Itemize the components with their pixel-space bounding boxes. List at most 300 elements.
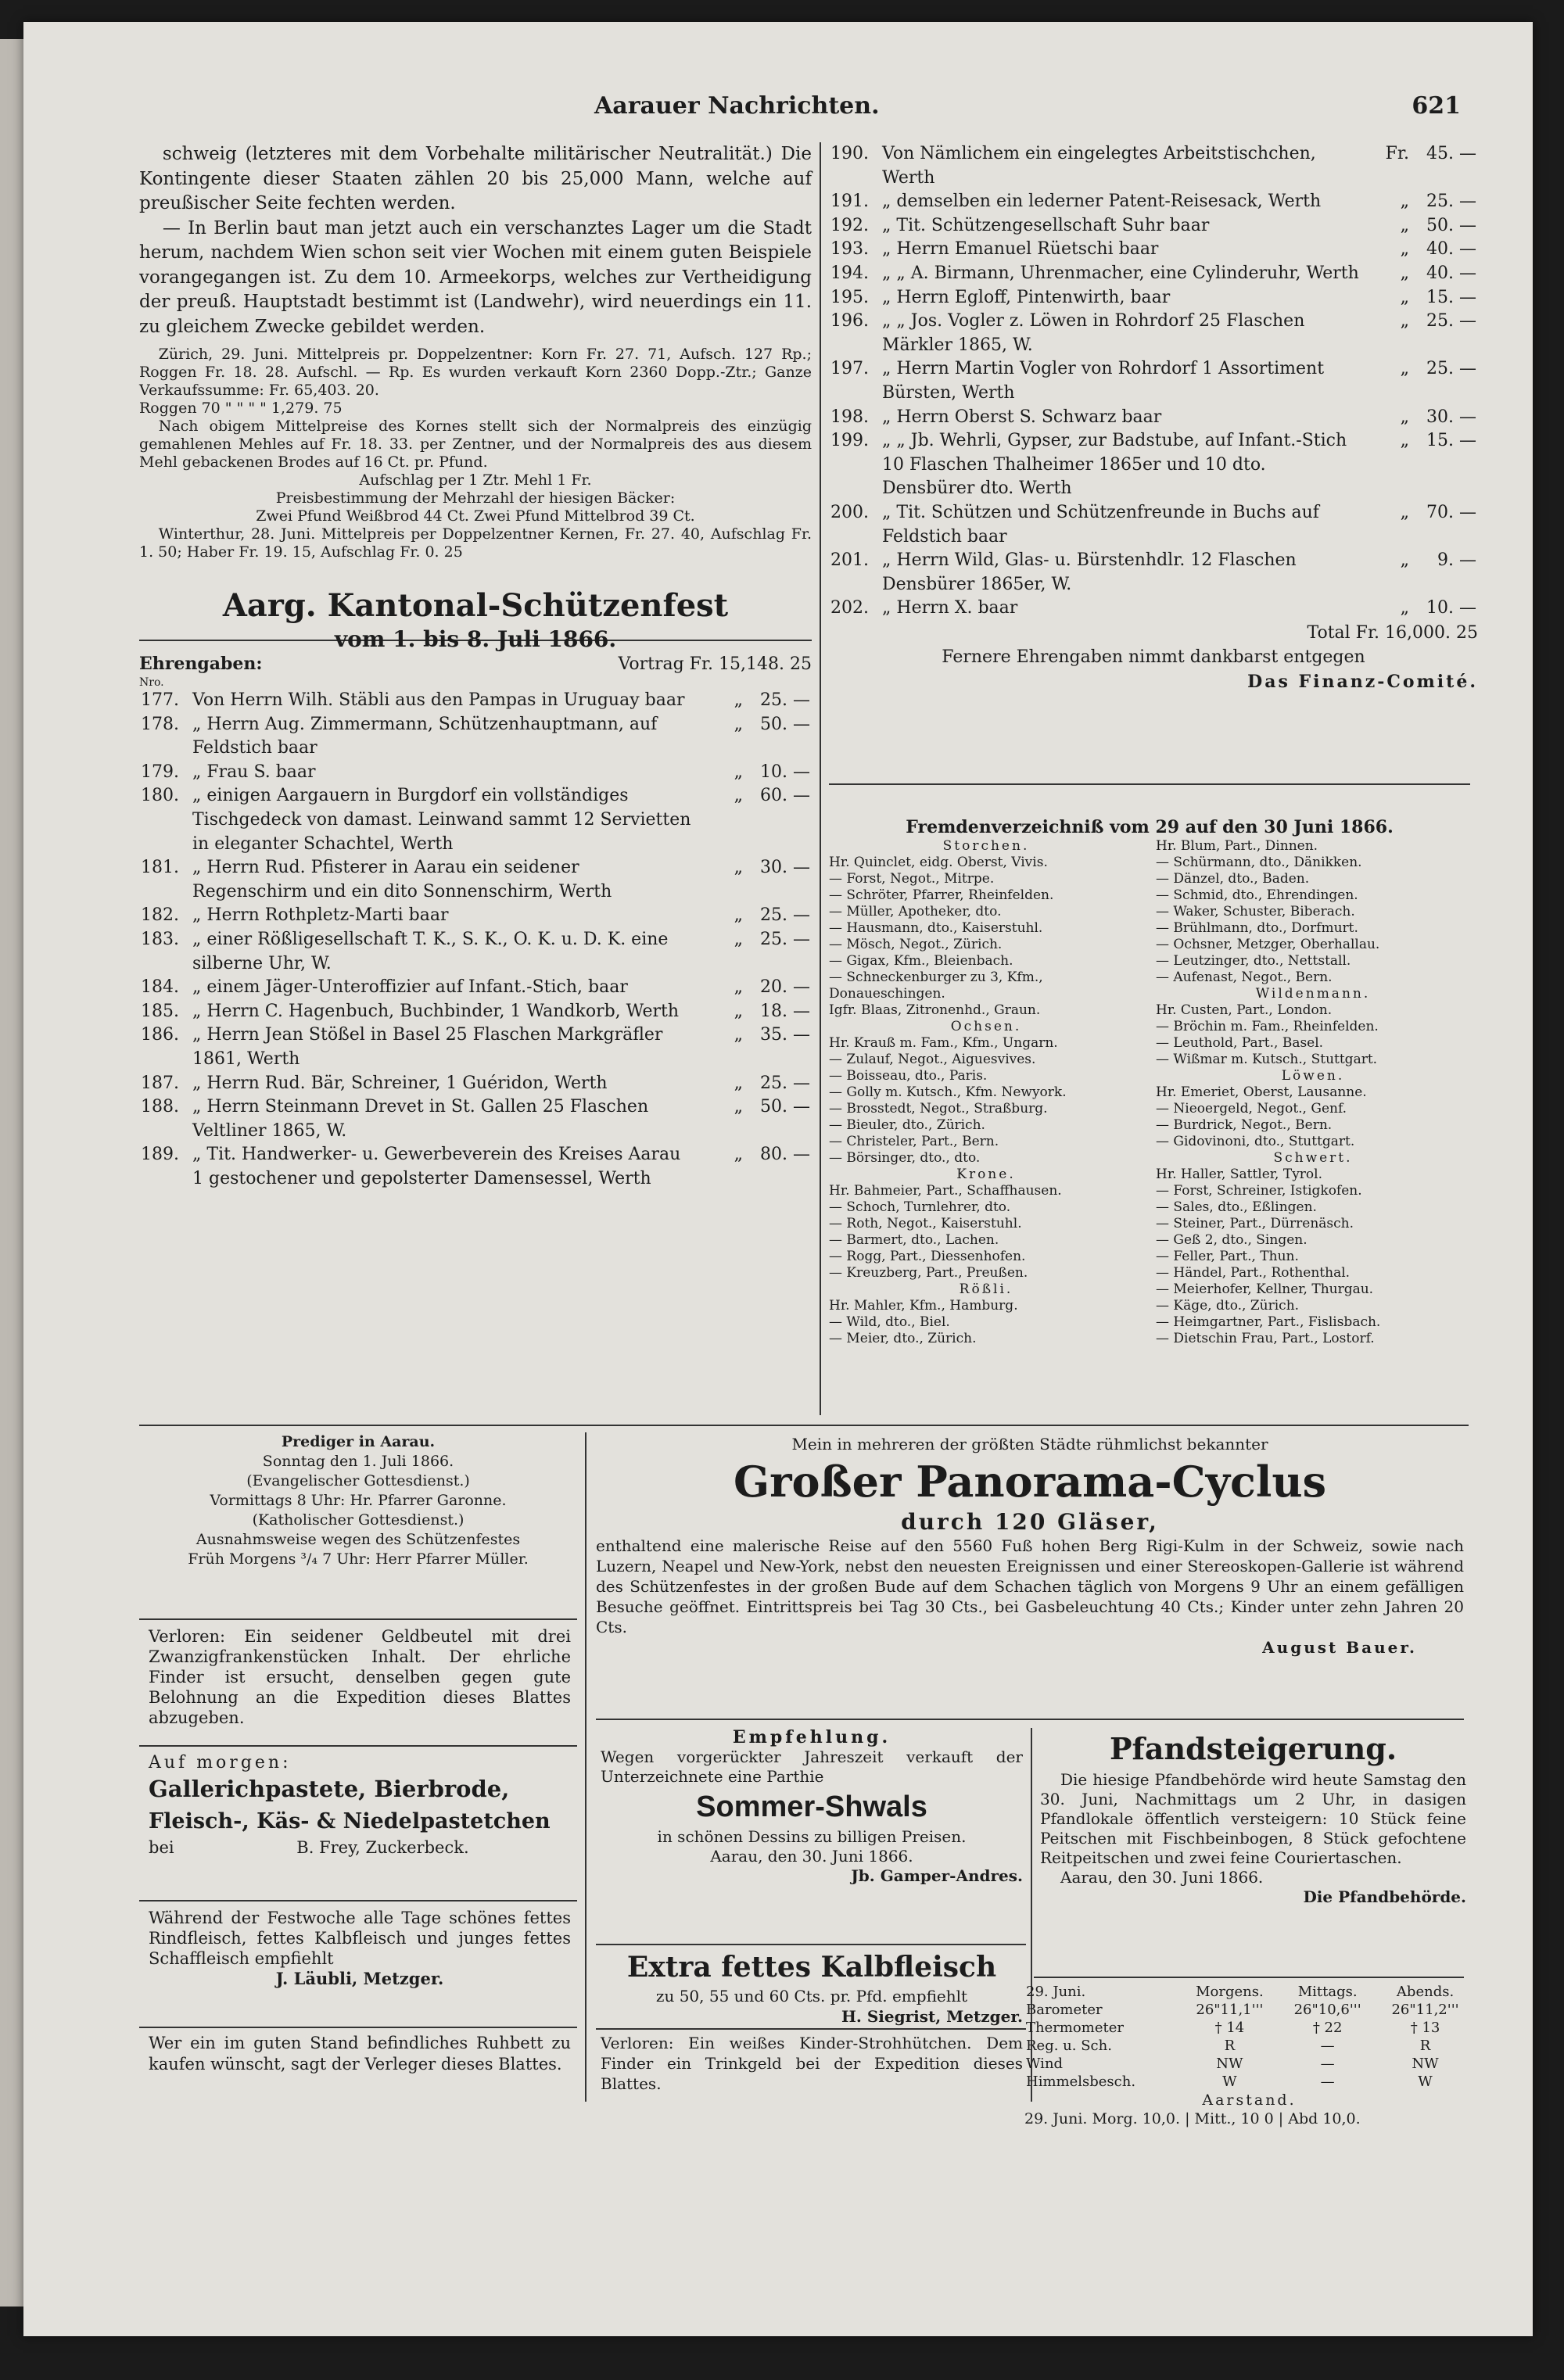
gamper-big: Sommer-Shwals xyxy=(696,1790,927,1823)
guest-entry: — Feller, Part., Thun. xyxy=(1156,1249,1299,1264)
guest-entry: Hr. Emeriet, Oberst, Lausanne. xyxy=(1156,1084,1367,1100)
gift-text: „ „ Jos. Vogler z. Löwen in Rohrdorf 25 Flaschen Märkler 1865, W. xyxy=(882,311,1305,355)
market-winterthur: Winterthur, 28. Juni. Mittelpreis per Doppelzentner Kernen, Fr. 27. 40, Aufschlag Fr. 1. 50; Haber Fr. 19. 15, Aufschlag Fr. 0. 25 xyxy=(139,525,812,561)
guest-entry: — Forst, Schreiner, Istigkofen. xyxy=(1156,1183,1362,1199)
gift-amount: 25. — xyxy=(760,929,810,949)
gift-currency: Fr. xyxy=(1385,144,1409,163)
guest-entry: — Brühlmann, dto., Dorfmurt. xyxy=(1156,920,1358,936)
weather-cell: 26"11,1''' xyxy=(1196,2002,1264,2018)
weather-header-cell: Abends. xyxy=(1396,1984,1455,2000)
panorama-body: enthaltend eine malerische Reise auf den 5560 Fuß hohen Berg Rigi-Kulm in der Schweiz, sowie nach Luzern, Neapel und New-York, nebst den neuesten Ereignissen und einer Stereoskopen-Gallerie ist während des Schützenfestes in der großen Bude auf dem Schachen täglich von Morgens 9 Uhr an einem gefälligen Besuche geöffnet. Eintrittspreis bei Tag 30 Cts., bei Gasbeleuchtung 40 Cts.; Kinder unter zehn Jahren 20 Cts. xyxy=(596,1536,1464,1636)
panorama-title: Großer Panorama-Cyclus xyxy=(733,1457,1327,1507)
gift-currency: „ xyxy=(1400,311,1409,332)
guest-entry: — Roth, Negot., Kaiserstuhl. xyxy=(829,1216,1022,1231)
gift-currency: „ xyxy=(1400,192,1409,212)
gift-text: „ „ Jb. Wehrli, Gypser, zur Badstube, auf Infant.-Stich 10 Flaschen Thalheimer 1865er und 10 dto. Densbürer dto. Werth xyxy=(882,431,1347,499)
guest-entry: — Börsinger, dto., dto. xyxy=(829,1150,981,1166)
weather-header-cell: Morgens. xyxy=(1196,1984,1264,2000)
gift-number: 178. xyxy=(141,714,179,734)
gift-amount: 50. — xyxy=(760,1097,810,1117)
weather-cell: Barometer xyxy=(1026,2002,1103,2018)
gift-amount: 40. — xyxy=(1426,239,1476,260)
gift-text: „ Herrn Rothpletz-Marti baar xyxy=(192,905,449,926)
gift-currency: „ xyxy=(734,762,743,782)
fest-dates: vom 1. bis 8. Juli 1866. xyxy=(334,626,617,652)
gift-number: 181. xyxy=(141,858,179,878)
gift-row xyxy=(829,262,1478,286)
gift-currency: „ xyxy=(1400,550,1409,571)
gamper-ad xyxy=(601,1728,1023,1886)
weather-header-row xyxy=(1024,1983,1474,2001)
gift-text: „ Herrn Oberst S. Schwarz baar xyxy=(882,407,1162,427)
guest-entry: — Leutzinger, dto., Nettstall. xyxy=(1156,953,1351,969)
gift-number: 200. xyxy=(830,502,869,522)
verloren-text: Verloren: Ein seidener Geldbeutel mit drei Zwanzigfrankenstücken Inhalt. Der ehrliche Finder ist ersucht, denselben gegen gute Belohnung an die Expedition dieses Blattes abzugeben. xyxy=(149,1627,571,1727)
weather-cell: Thermometer xyxy=(1026,2020,1124,2036)
gift-number: 180. xyxy=(141,786,179,806)
gift-currency: „ xyxy=(734,1001,743,1021)
gifts-committee: Das Finanz-Comité. xyxy=(1247,671,1478,692)
gamper-head: Empfehlung. xyxy=(732,1727,891,1747)
gift-amount: 18. — xyxy=(760,1001,810,1021)
gift-currency: „ xyxy=(1400,359,1409,379)
gamper-text: Wegen vorgerückter Jahreszeit verkauft der Unterzeichnete eine Parthie xyxy=(601,1747,1023,1786)
gift-currency: „ xyxy=(734,1097,743,1117)
panorama-sub: durch 120 Gläser, xyxy=(901,1509,1159,1535)
gift-text: Von Herrn Wilh. Stäbli aus den Pampas in Uruguay baar xyxy=(192,690,685,710)
gift-text: „ einem Jäger-Unteroffizier auf Infant.-Stich, baar xyxy=(192,977,628,998)
gift-row xyxy=(829,214,1478,238)
panorama-intro: Mein in mehreren der größten Städte rühmlichst bekannter xyxy=(791,1435,1268,1453)
gift-text: „ Tit. Schützengesellschaft Suhr baar xyxy=(882,215,1210,235)
gift-number: 196. xyxy=(830,311,869,332)
gift-currency: „ xyxy=(734,1073,743,1093)
gift-number: 194. xyxy=(830,263,869,283)
section-rule xyxy=(1034,1977,1464,1978)
guest-entry: — Meierhofer, Kellner, Thurgau. xyxy=(1156,1281,1374,1297)
gift-number: 190. xyxy=(830,144,869,163)
guest-entry: — Steiner, Part., Dürrenäsch. xyxy=(1156,1216,1354,1231)
aar-values: 29. Juni. Morg. 10,0. | Mitt., 10 0 | Abd 10,0. xyxy=(1024,2110,1361,2127)
gift-amount: 25. — xyxy=(760,1073,810,1093)
gift-text: „ Tit. Schützen und Schützenfreunde in Buchs auf Feldstich baar xyxy=(882,502,1319,547)
hotel-heading: Löwen. xyxy=(1281,1068,1345,1084)
market-zurich: Zürich, 29. Juni. Mittelpreis pr. Doppelzentner: Korn Fr. 27. 71, Aufsch. 127 Rp.; Roggen Fr. 18. 28. Aufschl. — Rp. Es wurden verkauft Korn 2360 Dopp.-Ztr.; Ganze Verkaufssumme: Fr. 65,403. 20. xyxy=(139,346,812,399)
gift-amount: 45. — xyxy=(1426,144,1476,163)
hotel-heading: Wildenmann. xyxy=(1255,986,1371,1002)
guest-entry: Hr. Krauß m. Fam., Kfm., Ungarn. xyxy=(829,1035,1058,1051)
weather-cell: — xyxy=(1320,2056,1335,2072)
pfand-ad xyxy=(1040,1728,1466,1907)
gift-row xyxy=(139,761,812,785)
gifts-label: Ehrengaben: xyxy=(139,653,263,674)
weather-row xyxy=(1024,2019,1474,2037)
hotel-heading: Ochsen. xyxy=(950,1019,1022,1034)
fremden-title: Fremdenverzeichniß vom 29 auf den 30 Juni 1866. xyxy=(906,817,1394,837)
fremdenverzeichnis xyxy=(829,816,1470,1347)
weather-cell: † 22 xyxy=(1312,2020,1343,2036)
gift-text: „ einer Rößligesellschaft T. K., S. K., O. K. u. D. K. eine silberne Uhr, W. xyxy=(192,929,669,973)
frey-signature: B. Frey, Zuckerbeck. xyxy=(296,1838,469,1857)
prediger-kath-time: Früh Morgens ³/₄ 7 Uhr: Herr Pfarrer Müller. xyxy=(188,1550,529,1568)
gift-number: 188. xyxy=(141,1097,179,1117)
gift-amount: 15. — xyxy=(1426,431,1476,451)
gift-amount: 15. — xyxy=(1426,287,1476,307)
frey-line1: Gallerichpastete, Bierbrode, xyxy=(149,1776,510,1802)
gift-amount: 20. — xyxy=(760,977,810,998)
gifts-carry: Vortrag Fr. 15,148. 25 xyxy=(618,654,812,674)
siegrist-signature: H. Siegrist, Metzger. xyxy=(841,2007,1023,2026)
weather-row xyxy=(1024,2073,1474,2091)
gift-currency: „ xyxy=(1400,263,1409,283)
pfand-title: Pfandsteigerung. xyxy=(1109,1731,1397,1766)
guest-entry: — Dietschin Frau, Part., Lostorf. xyxy=(1156,1331,1375,1346)
guest-entry: — Gidovinoni, dto., Stuttgart. xyxy=(1156,1134,1355,1149)
guest-entry: — Mösch, Negot., Zürich. xyxy=(829,937,1003,952)
gift-row xyxy=(139,904,812,928)
gift-row xyxy=(139,1072,812,1096)
panorama-ad xyxy=(596,1434,1464,1658)
market-roggen: Roggen 70 " " " " 1,279. 75 xyxy=(139,400,343,417)
right-column xyxy=(829,142,1478,694)
news-text: schweig (letzteres mit dem Vorbehalte militärischer Neutralität.) Die Kontingente dieser Staaten zählen 20 bis 25,000 Mann, welche auf preußischer Seite fechten werden. xyxy=(139,144,812,213)
weather-cell: Reg. u. Sch. xyxy=(1026,2038,1112,2054)
gift-amount: 25. — xyxy=(1426,192,1476,212)
column-rule xyxy=(585,1432,586,2102)
gift-amount: 9. — xyxy=(1437,550,1476,571)
laeubli-ad xyxy=(149,1908,571,1989)
fest-title: Aarg. Kantonal-Schützenfest xyxy=(222,587,729,624)
weather-header-cell: 29. Juni. xyxy=(1026,1984,1086,2000)
gift-amount: 80. — xyxy=(760,1145,810,1165)
guest-entry: — Bröchin m. Fam., Rheinfelden. xyxy=(1156,1019,1379,1034)
fremden-left xyxy=(829,838,1143,1347)
gift-number: 197. xyxy=(830,359,869,379)
gift-text: „ demselben ein lederner Patent-Reisesack, Werth xyxy=(882,192,1322,212)
gift-number: 192. xyxy=(830,215,869,235)
weather-cell: W xyxy=(1418,2074,1433,2090)
ruhbett-text: Wer ein im guten Stand befindliches Ruhbett zu kaufen wünscht, sagt der Verleger dieses Blattes. xyxy=(149,2034,571,2074)
gift-text: „ einigen Aargauern in Burgdorf ein vollständiges Tischgedeck von damast. Leinwand sammt 12 Servietten in eleganter Schachtel, Werth xyxy=(192,786,691,854)
guest-entry: Hr. Custen, Part., London. xyxy=(1156,1002,1333,1018)
gift-number: 202. xyxy=(830,598,869,618)
guest-entry: — Dänzel, dto., Baden. xyxy=(1156,871,1310,887)
guest-entry: — Burdrick, Negot., Bern. xyxy=(1156,1117,1333,1133)
page-header xyxy=(594,92,1494,120)
gift-row xyxy=(139,1143,812,1191)
gift-currency: „ xyxy=(734,905,743,926)
gift-text: „ Herrn C. Hagenbuch, Buchbinder, 1 Wandkorb, Werth xyxy=(192,1001,680,1021)
gift-amount: 50. — xyxy=(1426,215,1476,235)
guest-entry: — Ochsner, Metzger, Oberhallau. xyxy=(1156,937,1380,952)
gift-amount: 40. — xyxy=(1426,263,1476,283)
section-rule xyxy=(139,2027,577,2028)
guest-entry: — Kreuzberg, Part., Preußen. xyxy=(829,1265,1028,1281)
gift-amount: 30. — xyxy=(1426,407,1476,427)
gift-row xyxy=(139,689,812,713)
frey-head: Auf morgen: xyxy=(149,1753,292,1772)
pfand-signature: Die Pfandbehörde. xyxy=(1303,1887,1466,1906)
gift-amount: 35. — xyxy=(760,1025,810,1045)
guest-entry: — Meier, dto., Zürich. xyxy=(829,1331,977,1346)
gift-row xyxy=(139,1000,812,1024)
gift-currency: „ xyxy=(1400,502,1409,522)
weather-cell: 26"11,2''' xyxy=(1391,2002,1459,2018)
gifts-total: Total Fr. 16,000. 25 xyxy=(1307,622,1478,643)
left-column xyxy=(139,142,812,1191)
section-rule xyxy=(829,783,1470,785)
verloren2-text: Verloren: Ein weißes Kinder-Strohhütchen. Dem Finder ein Trinkgeld bei der Expedition dieses Blattes. xyxy=(601,2034,1023,2093)
guest-entry: — Sales, dto., Eßlingen. xyxy=(1156,1199,1317,1215)
market-baecker: Preisbestimmung der Mehrzahl der hiesigen Bäcker: xyxy=(275,489,676,507)
gift-text: Von Nämlichem ein eingelegtes Arbeitstischchen, Werth xyxy=(882,144,1316,188)
gift-amount: 70. — xyxy=(1426,502,1476,522)
guest-entry: — Geß 2, dto., Singen. xyxy=(1156,1232,1308,1248)
gift-currency: „ xyxy=(734,1025,743,1045)
gift-text: „ Herrn Martin Vogler von Rohrdorf 1 Assortiment Bürsten, Werth xyxy=(882,359,1325,403)
prediger-ev-time: Vormittags 8 Uhr: Hr. Pfarrer Garonne. xyxy=(210,1492,507,1509)
gamper-date: Aarau, den 30. Juni 1866. xyxy=(710,1847,913,1866)
aar-head: Aarstand. xyxy=(1202,2091,1297,2109)
guest-entry: — Schürmann, dto., Dänikken. xyxy=(1156,855,1362,870)
gift-number: 191. xyxy=(830,192,869,212)
prediger-ev: (Evangelischer Gottesdienst.) xyxy=(246,1472,470,1489)
weather-cell: R xyxy=(1224,2038,1236,2054)
gift-text: „ „ A. Birmann, Uhrenmacher, eine Cylinderuhr, Werth xyxy=(882,263,1359,283)
market-normalpreis: Nach obigem Mittelpreise des Kornes stellt sich der Normalpreis des einzügig gemahlenen Mehles auf Fr. 18. 33. per Zentner, und der Normalpreis des aus diesem Mehl gebackenen Brodes auf 16 Ct. pr. Pfund. xyxy=(139,418,812,471)
gift-number: 183. xyxy=(141,929,179,949)
gift-row xyxy=(829,406,1478,430)
gift-number: 182. xyxy=(141,905,179,926)
verloren-ad xyxy=(149,1626,571,1728)
gift-row xyxy=(139,784,812,856)
gifts-thanks: Fernere Ehrengaben nimmt dankbarst entgegen xyxy=(942,647,1365,668)
weather-block xyxy=(1024,1983,1474,2128)
market-aufschlag: Aufschlag per 1 Ztr. Mehl 1 Fr. xyxy=(359,471,592,489)
gift-number: 186. xyxy=(141,1025,179,1045)
guest-entry: — Golly m. Kutsch., Kfm. Newyork. xyxy=(829,1084,1067,1100)
weather-row xyxy=(1024,2037,1474,2055)
guest-entry: Hr. Mahler, Kfm., Hamburg. xyxy=(829,1298,1018,1314)
gift-amount: 25. — xyxy=(760,905,810,926)
weather-cell: R xyxy=(1419,2038,1431,2054)
frey-ad xyxy=(149,1753,571,1857)
section-rule xyxy=(139,1745,577,1747)
weather-cell: Himmelsbesch. xyxy=(1026,2074,1136,2090)
header-title: Aarauer Nachrichten. xyxy=(594,92,880,120)
weather-row xyxy=(1024,2055,1474,2073)
gift-text: „ Herrn Steinmann Drevet in St. Gallen 25 Flaschen Veltliner 1865, W. xyxy=(192,1097,649,1141)
guest-entry: — Wißmar m. Kutsch., Stuttgart. xyxy=(1156,1052,1378,1067)
weather-header-cell: Mittags. xyxy=(1297,1984,1358,2000)
frey-line2: Fleisch-, Käs- & Niedelpastetchen xyxy=(149,1809,551,1833)
gift-row xyxy=(829,286,1478,310)
guest-entry: — Zulauf, Negot., Aiguesvives. xyxy=(829,1052,1036,1067)
market-brod: Zwei Pfund Weißbrod 44 Ct. Zwei Pfund Mittelbrod 39 Ct. xyxy=(256,507,695,525)
prediger-block xyxy=(139,1432,577,1569)
hotel-heading: Storchen. xyxy=(942,838,1030,854)
gift-row xyxy=(829,238,1478,262)
panorama-signature: August Bauer. xyxy=(1262,1638,1417,1657)
gift-number: 193. xyxy=(830,239,869,260)
market-report xyxy=(139,346,812,561)
gift-text: „ Herrn Aug. Zimmermann, Schützenhauptmann, auf Feldstich baar xyxy=(192,714,658,758)
guest-entry: — Wild, dto., Biel. xyxy=(829,1314,950,1330)
gamper-signature: Jb. Gamper-Andres. xyxy=(851,1866,1023,1885)
section-rule xyxy=(596,1719,1464,1720)
laeubli-signature: J. Läubli, Metzger. xyxy=(275,1969,444,1988)
guest-entry: — Boisseau, dto., Paris. xyxy=(829,1068,988,1084)
pfand-text: Die hiesige Pfandbehörde wird heute Samstag den 30. Juni, Nachmittags um 2 Uhr, in dasigen Pfandlokale öffentlich versteigern: 10 Stück feine Peitschen mit Fischbeinbogen, 8 Stück gefochtene Reitpeitschen und zwei feine Couriertaschen. xyxy=(1040,1770,1466,1867)
gift-row xyxy=(829,310,1478,357)
gift-amount: 10. — xyxy=(760,762,810,782)
gift-currency: „ xyxy=(1400,598,1409,618)
guest-entry: Igfr. Blaas, Zitronenhd., Graun. xyxy=(829,1002,1041,1018)
gift-text: „ Herrn Egloff, Pintenwirth, baar xyxy=(882,287,1171,307)
gift-currency: „ xyxy=(1400,431,1409,451)
gift-number: 179. xyxy=(141,762,179,782)
page-number: 621 xyxy=(1412,92,1461,120)
hotel-heading: Rößli. xyxy=(959,1281,1013,1297)
guest-entry: Hr. Quinclet, eidg. Oberst, Vivis. xyxy=(829,855,1048,870)
gamper-text2: in schönen Dessins zu billigen Preisen. xyxy=(657,1827,967,1846)
gift-currency: „ xyxy=(734,1145,743,1165)
gift-row xyxy=(829,190,1478,214)
gift-text: „ Herrn Emanuel Rüetschi baar xyxy=(882,239,1159,260)
gift-currency: „ xyxy=(1400,215,1409,235)
laeubli-text: Während der Festwoche alle Tage schönes fettes Rindfleisch, fettes Kalbfleisch und junges fettes Schaffleisch empfiehlt xyxy=(149,1909,571,1968)
gift-currency: „ xyxy=(1400,407,1409,427)
gift-row xyxy=(829,549,1478,597)
gift-text: „ Frau S. baar xyxy=(192,762,316,782)
hotel-heading: Schwert. xyxy=(1273,1150,1353,1166)
guest-entry: — Forst, Negot., Mitrpe. xyxy=(829,871,995,887)
gift-amount: 25. — xyxy=(1426,359,1476,379)
gift-number: 198. xyxy=(830,407,869,427)
guest-entry: — Leuthold, Part., Basel. xyxy=(1156,1035,1324,1051)
weather-cell: — xyxy=(1320,2038,1335,2054)
guest-entry: — Rogg, Part., Diessenhofen. xyxy=(829,1249,1026,1264)
guest-entry: — Schneckenburger zu 3, Kfm., Donaueschingen. xyxy=(829,970,1043,1002)
guest-entry: — Nieoergeld, Negot., Genf. xyxy=(1156,1101,1347,1117)
fremden-right xyxy=(1156,838,1470,1347)
guest-entry: — Händel, Part., Rothenthal. xyxy=(1156,1265,1351,1281)
weather-cell: Wind xyxy=(1026,2056,1064,2072)
guest-entry: — Schröter, Pfarrer, Rheinfelden. xyxy=(829,887,1054,903)
weather-cell: — xyxy=(1320,2074,1335,2090)
nro-label: Nro. xyxy=(139,676,164,689)
gift-amount: 25. — xyxy=(760,690,810,710)
gift-number: 195. xyxy=(830,287,869,307)
gift-number: 184. xyxy=(141,977,179,998)
guest-entry: — Schoch, Turnlehrer, dto. xyxy=(829,1199,1011,1215)
gifts-table xyxy=(139,689,812,1191)
pfand-date: Aarau, den 30. Juni 1866. xyxy=(1060,1868,1264,1887)
gift-amount: 30. — xyxy=(760,858,810,878)
guest-entry: Hr. Blum, Part., Dinnen. xyxy=(1156,838,1318,854)
gift-text: „ Herrn Jean Stößel in Basel 25 Flaschen Markgräfler 1861, Werth xyxy=(192,1025,663,1069)
gift-row xyxy=(829,501,1478,549)
siegrist-text: zu 50, 55 und 60 Cts. pr. Pfd. empfiehlt xyxy=(655,1987,968,2005)
ruhbett-ad xyxy=(149,2033,571,2075)
siegrist-big: Extra fettes Kalbfleisch xyxy=(626,1951,997,1984)
weather-cell: NW xyxy=(1216,2056,1243,2072)
guest-entry: — Brosstedt, Negot., Straßburg. xyxy=(829,1101,1048,1117)
guest-entry: — Gigax, Kfm., Bleienbach. xyxy=(829,953,1013,969)
gift-row xyxy=(829,357,1478,405)
weather-cell: † 14 xyxy=(1214,2020,1245,2036)
gift-amount: 10. — xyxy=(1426,598,1476,618)
column-rule xyxy=(820,142,821,1415)
weather-row xyxy=(1024,2001,1474,2019)
guest-entry: — Bieuler, dto., Zürich. xyxy=(829,1117,985,1133)
gift-row xyxy=(139,1023,812,1071)
section-rule xyxy=(596,1944,1026,1945)
news-text: — In Berlin baut man jetzt auch ein verschanztes Lager um die Stadt herum, nachdem Wien schon seit vier Wochen mit einem guten Beispiele vorangegangen ist. Zu dem 10. Armeekorps, welches zur Vertheidigung der preuß. Hauptstadt bestimmt ist (Landwehr), wird neuerdings ein 11. zu gleichem Zwecke gebildet werden. xyxy=(139,217,812,337)
prediger-note: Ausnahmsweise wegen des Schützenfestes xyxy=(196,1531,521,1548)
guest-entry: — Käge, dto., Zürich. xyxy=(1156,1298,1300,1314)
gift-number: 177. xyxy=(141,690,179,710)
gift-text: „ Herrn Rud. Bär, Schreiner, 1 Guéridon, Werth xyxy=(192,1073,608,1093)
prediger-kath: (Katholischer Gottesdienst.) xyxy=(252,1511,465,1529)
gift-number: 189. xyxy=(141,1145,179,1165)
section-rule xyxy=(139,1425,1469,1426)
gift-currency: „ xyxy=(734,786,743,806)
weather-cell: † 13 xyxy=(1410,2020,1440,2036)
gift-row xyxy=(139,928,812,976)
gift-number: 199. xyxy=(830,431,869,451)
gift-row xyxy=(139,713,812,761)
gift-text: „ Tit. Handwerker- u. Gewerbeverein des Kreises Aarau 1 gestochener und gepolsterter Damensessel, Werth xyxy=(192,1145,681,1188)
guest-entry: — Barmert, dto., Lachen. xyxy=(829,1232,999,1248)
gift-row xyxy=(829,142,1478,190)
verloren2-ad xyxy=(601,2033,1023,2094)
gift-row xyxy=(139,976,812,1000)
gift-currency: „ xyxy=(734,690,743,710)
gift-row xyxy=(829,597,1478,621)
weather-cell: W xyxy=(1222,2074,1237,2090)
gift-amount: 60. — xyxy=(760,786,810,806)
guest-entry: — Müller, Apotheker, dto. xyxy=(829,904,1002,919)
guest-entry: — Christeler, Part., Bern. xyxy=(829,1134,999,1149)
frey-sig-prefix: bei xyxy=(149,1838,174,1857)
gift-row xyxy=(139,856,812,904)
gifts-table-continued xyxy=(829,142,1478,621)
gift-row xyxy=(139,1095,812,1143)
guest-entry: — Hausmann, dto., Kaiserstuhl. xyxy=(829,920,1043,936)
gift-currency: „ xyxy=(1400,239,1409,260)
gift-text: „ Herrn Rud. Pfisterer in Aarau ein seidener Regenschirm und ein dito Sonnenschirm, Werth xyxy=(192,858,612,901)
prediger-date: Sonntag den 1. Juli 1866. xyxy=(262,1453,454,1470)
gift-number: 185. xyxy=(141,1001,179,1021)
hotel-heading: Krone. xyxy=(956,1167,1016,1182)
gift-currency: „ xyxy=(734,977,743,998)
weather-table xyxy=(1024,1983,1474,2091)
gift-text: „ Herrn X. baar xyxy=(882,598,1018,618)
gift-number: 201. xyxy=(830,550,869,571)
guest-entry: — Schmid, dto., Ehrendingen. xyxy=(1156,887,1358,903)
weather-cell: 26"10,6''' xyxy=(1293,2002,1361,2018)
gift-amount: 50. — xyxy=(760,714,810,734)
guest-entry: — Waker, Schuster, Biberach. xyxy=(1156,904,1355,919)
section-rule xyxy=(139,1900,577,1901)
guest-entry: Hr. Bahmeier, Part., Schaffhausen. xyxy=(829,1183,1062,1199)
gift-currency: „ xyxy=(734,714,743,734)
gift-currency: „ xyxy=(1400,287,1409,307)
weather-cell: NW xyxy=(1412,2056,1439,2072)
gift-text: „ Herrn Wild, Glas- u. Bürstenhdlr. 12 Flaschen Densbürer 1865er, W. xyxy=(882,550,1297,594)
gift-number: 187. xyxy=(141,1073,179,1093)
